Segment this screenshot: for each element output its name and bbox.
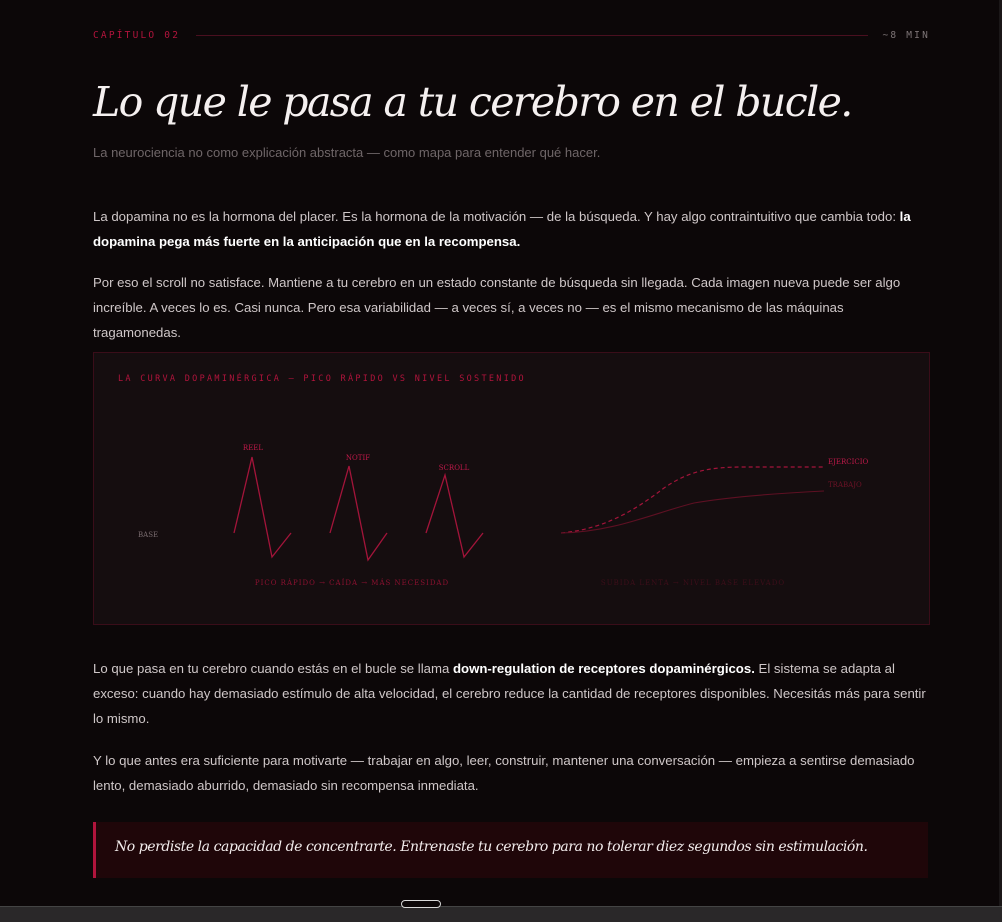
spike-label-scroll: SCROLL: [438, 464, 470, 472]
curve-trabajo: [561, 491, 824, 533]
pull-quote-text: No perdiste la capacidad de concentrarte. Entrenaste tu cerebro para no tolerar diez segundos sin estimulación.: [115, 839, 868, 855]
spike-label-reel: REEL: [242, 444, 264, 452]
bottom-bar: [0, 906, 1002, 922]
scroll-handle[interactable]: [401, 900, 441, 908]
curve-label-ejercicio: EJERCICIO: [828, 458, 869, 466]
spike-group-reel: [234, 444, 291, 557]
paragraph-down-regulation: [93, 656, 933, 731]
spike-group-scroll: [426, 464, 483, 557]
paragraph-emphasis: down-regulation de receptores dopaminérgicos.: [452, 661, 755, 676]
paragraph-text: La dopamina no es la hormona del placer. Es la hormona de la motivación — de la búsqueda. Y hay algo contraintuitivo que cambia todo:: [93, 209, 900, 224]
spike-line-notif: [330, 466, 387, 560]
pull-quote: [93, 822, 928, 878]
chapter-header: [93, 28, 930, 42]
reading-time: ~8 MIN: [882, 29, 930, 41]
paragraph-motivation: Y lo que antes era suficiente para motivarte — trabajar en algo, leer, construir, mantener una conversación — empieza a sentirse demasiado lento, demasiado aburrido, demasiado sin recompensa inmediata.: [93, 753, 915, 793]
curve-label-trabajo: TRABAJO: [828, 481, 862, 489]
spike-line-reel: [234, 457, 291, 557]
dopamine-curve-diagram: [94, 353, 929, 624]
spike-line-scroll: [426, 475, 483, 557]
paragraph-dopamine: [93, 204, 933, 254]
right-caption: SUBIDA LENTA → NIVEL BASE ELEVADO: [600, 579, 786, 587]
paragraph-emphasis: la dopamina pega más fuerte en la anticipación que en la recompensa.: [93, 209, 911, 249]
left-caption: PICO RÁPIDO → CAÍDA → MÁS NECESIDAD: [254, 579, 450, 587]
spike-group-notif: [330, 454, 387, 560]
paragraph-scroll: Por eso el scroll no satisface. Mantiene a tu cerebro en un estado constante de búsqueda sin llegada. Cada imagen nueva puede ser algo increíble. A veces lo es. Casi nunca. Pero esa variabilidad — a veces sí, a veces no — es el mismo mecanismo de las máquinas tragamonedas.: [93, 275, 901, 340]
chapter-label: CAPÍTULO 02: [93, 29, 181, 41]
figure-title: LA CURVA DOPAMINÉRGICA — PICO RÁPIDO VS NIVEL SOSTENIDO: [118, 374, 526, 384]
page-subtitle: La neurociencia no como explicación abstracta — como mapa para entender qué hacer.: [93, 145, 601, 160]
chapter-divider: [196, 35, 868, 36]
base-label: BASE: [138, 531, 159, 539]
dopamine-curve-figure: [93, 352, 930, 625]
page-title: Lo que le pasa a tu cerebro en el bucle.: [93, 78, 852, 126]
curve-ejercicio: [561, 467, 824, 533]
spike-label-notif: NOTIF: [345, 454, 371, 462]
paragraph-text: Lo que pasa en tu cerebro cuando estás en el bucle se llama: [93, 661, 453, 676]
paragraph-text: El sistema se adapta al exceso: cuando hay demasiado estímulo de alta velocidad, el cerebro reduce la cantidad de receptores disponibles. Necesitás más para sentir lo mismo.: [93, 661, 926, 726]
